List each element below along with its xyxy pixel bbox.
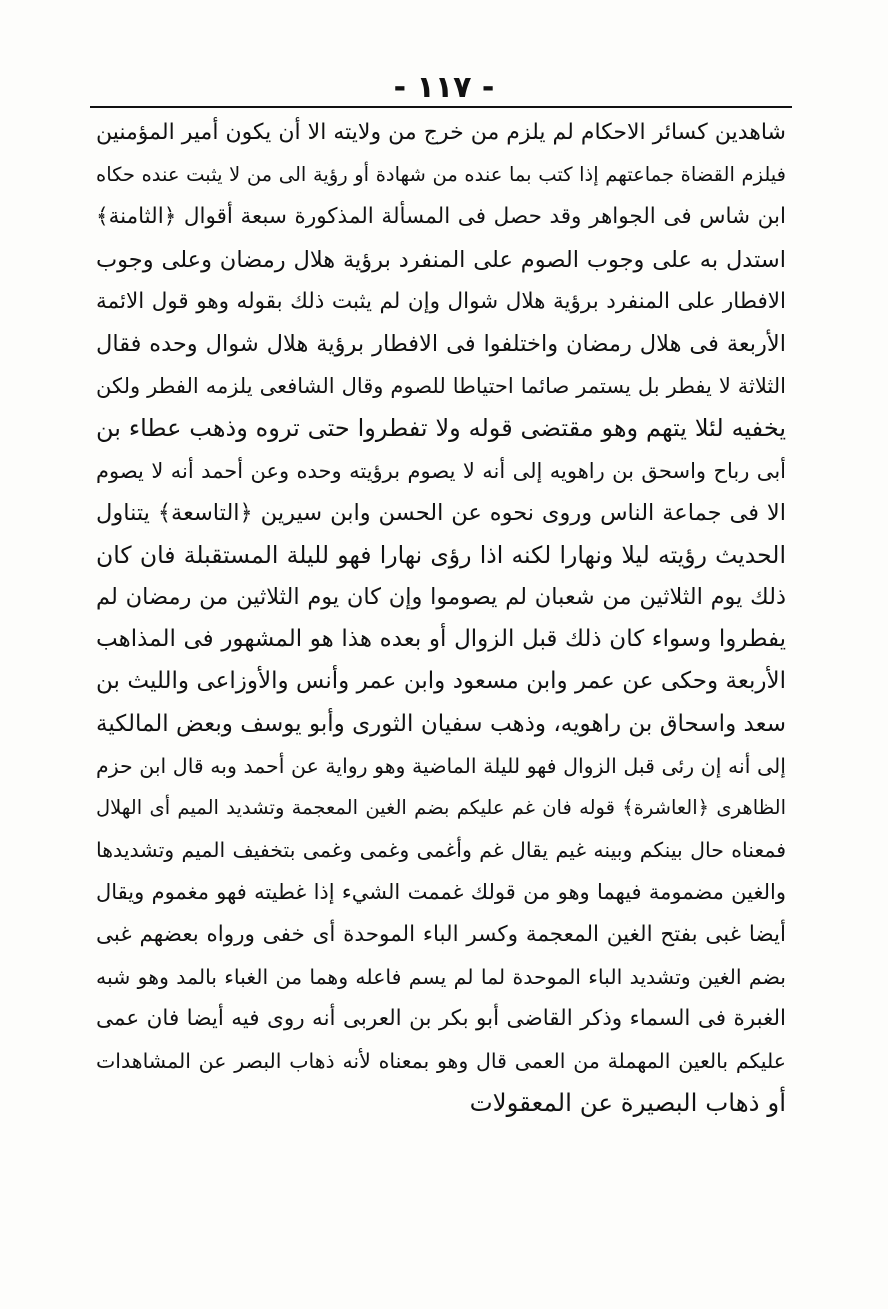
- body-text: [96, 112, 786, 1125]
- text-line: أيضا غبى بفتح الغين المعجمة وكسر الباء الموحدة أى خفى ورواه بعضهم غبى: [96, 921, 786, 947]
- text-line: فيلزم القضاة جماعتهم إذا كتب بما عنده من شهادة أو رؤية الى من لا يثبت عنده حكاه: [96, 163, 786, 187]
- text-line: عليكم بالعين المهملة من العمى قال وهو بمعناه لأنه ذهاب البصر عن المشاهدات: [96, 1049, 786, 1074]
- text-line: الحديث رؤيته ليلا ونهارا لكنه اذا رؤى نهارا فهو لليلة المستقبلة فان كان: [96, 540, 786, 569]
- text-line: أو ذهاب البصيرة عن المعقولات: [469, 1088, 786, 1118]
- text-line: الثلاثة لا يفطر بل يستمر صائما احتياطا للصوم وقال الشافعى يلزمه الفطر ولكن: [96, 374, 786, 399]
- page-number: - ١١٧ -: [393, 70, 495, 105]
- text-line: استدل به على وجوب الصوم على المنفرد برؤية هلال رمضان وعلى وجوب: [96, 246, 786, 273]
- text-line: شاهدين كسائر الاحكام لم يلزم من خرج من ولايته الا أن يكون أمير المؤمنين: [96, 120, 786, 145]
- text-line: أبى رباح واسحق بن راهويه إلى أنه لا يصوم برؤيته وحده وعن أحمد أنه لا يصوم: [96, 458, 786, 483]
- text-line: بضم الغين وتشديد الباء الموحدة لما لم يسم فاعله وهما من الغباء بالمد وهو شبه: [96, 964, 786, 989]
- text-line: ابن شاس فى الجواهر وقد حصل فى المسألة المذكورة سبعة أقوال ﴿الثامنة﴾: [96, 204, 786, 230]
- text-line: الافطار على المنفرد برؤية هلال شوال وإن لم يثبت ذلك بقوله وهو قول الائمة: [96, 288, 786, 314]
- text-line: الأربعة وحكى عن عمر وابن مسعود وابن عمر وأنس والأوزاعى والليث بن: [96, 668, 786, 695]
- text-line: سعد واسحاق بن راهويه، وذهب سفيان الثورى وأبو يوسف وبعض المالكية: [96, 710, 786, 737]
- text-line: ذلك يوم الثلاثين من شعبان لم يصوموا وإن كان يوم الثلاثين من رمضان لم: [96, 584, 786, 611]
- text-line: يخفيه لئلا يتهم وهو مقتضى قوله ولا تفطروا حتى تروه وذهب عطاء بن: [96, 414, 786, 443]
- text-line: الأربعة فى هلال رمضان واختلفوا فى الافطار برؤية هلال شوال وحده فقال: [96, 330, 786, 357]
- text-line: يفطروا وسواء كان ذلك قبل الزوال أو بعده هذا هو المشهور فى المذاهب: [96, 626, 786, 653]
- text-line: والغين مضمومة فيهما وهو من قولك غممت الشيء إذا غطيته فهو مغموم ويقال: [96, 880, 786, 905]
- text-line: الظاهرى ﴿العاشرة﴾ قوله فان غم عليكم بضم الغين المعجمة وتشديد الميم أى الهلال: [96, 796, 786, 819]
- text-line: فمعناه حال بينكم وبينه غيم يقال غم وأغمى وغمى وغمى بتخفيف الميم وتشديدها: [96, 838, 786, 863]
- text-line: الا فى جماعة الناس وروى نحوه عن الحسن وابن سيرين ﴿التاسعة﴾ يتناول: [96, 499, 786, 526]
- text-line: إلى أنه إن رئى قبل الزوال فهو لليلة الماضية وهو رواية عن أحمد وبه قال ابن حزم: [96, 753, 786, 778]
- header-rule: [90, 106, 792, 108]
- text-line: الغبرة فى السماء وذكر القاضى أبو بكر بن العربى أنه روى فيه أيضا فان عمى: [96, 1005, 786, 1031]
